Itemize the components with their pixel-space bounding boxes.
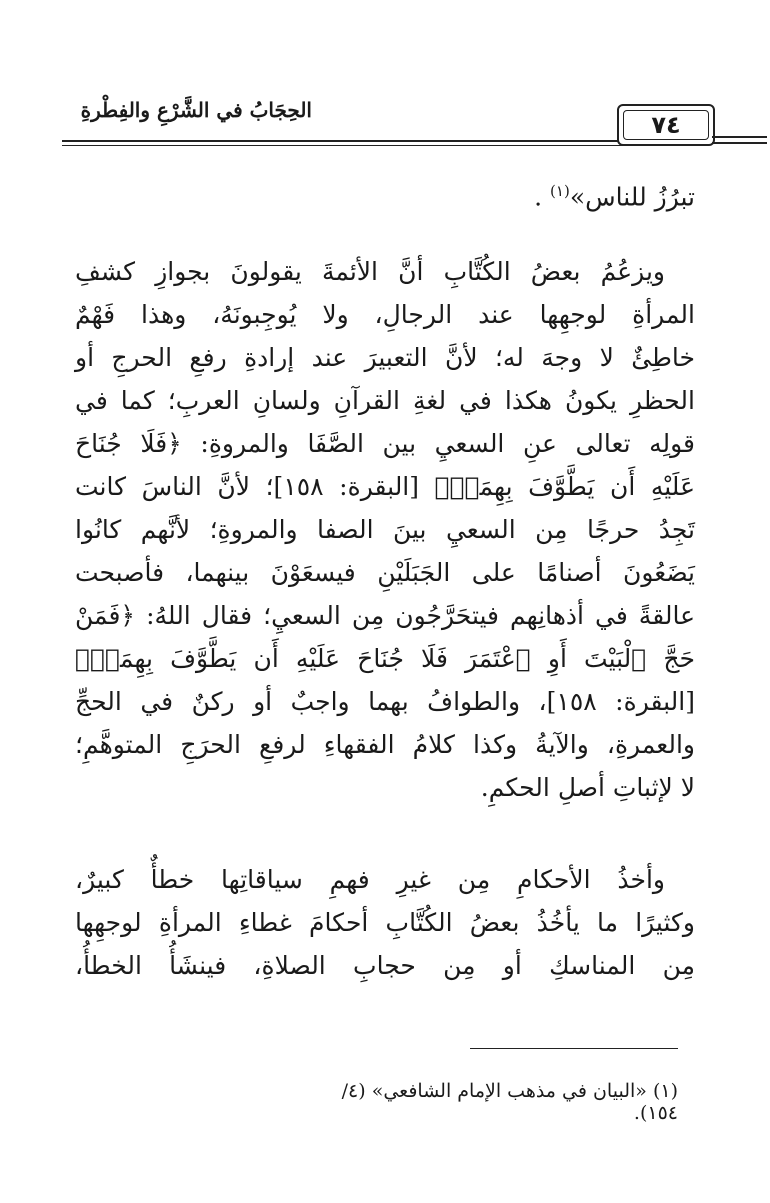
text-span: .: [534, 182, 543, 212]
text-line: والعمرةِ، والآيةُ وكذا كلامُ الفقهاءِ لرفعِ الحرَجِ المتوهَّمِ؛: [75, 730, 695, 759]
footnote-number: (١): [652, 1080, 678, 1102]
footnote-divider: [470, 1048, 678, 1049]
text-line: تَجِدُ حرجًا مِن السعيِ بينَ الصفا والمروةِ؛ لأنَّهم كانُوا: [75, 515, 695, 544]
paragraph-main: [75, 250, 695, 809]
page-header: [62, 98, 706, 148]
paragraph-final: [75, 858, 695, 987]
text-line: وأخذُ الأحكامِ مِن غيرِ فهمِ سياقاتِها خطأٌ كبيرٌ،: [75, 865, 665, 894]
paragraph-continuation: [75, 170, 695, 218]
text-line: يَضَعُونَ أصنامًا على الجَبَلَيْنِ فيسعَوْنَ بينهما، فأصبحت: [75, 558, 695, 587]
text-line: لا لإثباتِ أصلِ الحكمِ.: [480, 773, 695, 802]
footnote: [300, 1080, 678, 1124]
text-line: مِن المناسكِ أو مِن حجابِ الصلاةِ، فينشَأُ الخطأُ،: [75, 951, 695, 980]
footnote-reference: (١): [550, 182, 570, 200]
text-line: عالقةً في أذهانِهم فيتحَرَّجُون مِن السعيِ؛ فقال اللهُ: ﴿فَمَنْ: [75, 601, 695, 630]
text-span: تبرُزُ للناس»: [569, 182, 695, 212]
text-line: المرأةِ لوجهِها عند الرجالِ، ولا يُوجِبونَهُ، وهذا فَهْمٌ: [75, 300, 695, 329]
text-line: الحظرِ يكونُ هكذا في لغةِ القرآنِ ولسانِ العربِ؛ كما في: [75, 386, 695, 415]
text-line: حَجَّ ٱلْبَيْتَ أَوِ ٱعْتَمَرَ فَلَا جُنَاحَ عَلَيْهِ أَن يَطَّوَّفَ بِهِمَاۚ﴾: [75, 644, 695, 673]
text-line: وكثيرًا ما يأخُذُ بعضُ الكُتَّابِ أحكامَ غطاءِ المرأةِ لوجهِها: [75, 908, 695, 937]
text-line: قولِه تعالى عنِ السعيِ بين الصَّفَا والمروةِ: ﴿فَلَا جُنَاحَ: [75, 429, 695, 458]
text-line: ويزعُمُ بعضُ الكُتَّابِ أنَّ الأئمةَ يقولونَ بجوازِ كشفِ: [75, 257, 665, 286]
page-number-rule-bottom: [712, 142, 767, 144]
running-title: الحِجَابُ في الشَّرْعِ والفِطْرةِ: [80, 98, 312, 122]
header-double-rule: [62, 140, 706, 146]
text-line: خاطِئٌ لا وجهَ له؛ لأنَّ التعبيرَ عند إرادةِ رفعِ الحرجِ أو: [75, 343, 695, 372]
page-number: ٧٤: [623, 110, 709, 140]
text-line: عَلَيْهِ أَن يَطَّوَّفَ بِهِمَاۚ﴾ [البقرة: ١٥٨]؛ لأنَّ الناسَ كانت: [75, 472, 695, 501]
text-line: [75, 170, 695, 218]
page-number-frame: [617, 104, 715, 146]
page-number-rule-top: [712, 136, 767, 138]
text-line: [البقرة: ١٥٨]، والطوافُ بهما واجبٌ أو ركنٌ في الحجِّ: [75, 687, 695, 716]
footnote-text: «البيان في مذهب الإمام الشافعي» (٤/ ١٥٤).: [341, 1080, 678, 1124]
